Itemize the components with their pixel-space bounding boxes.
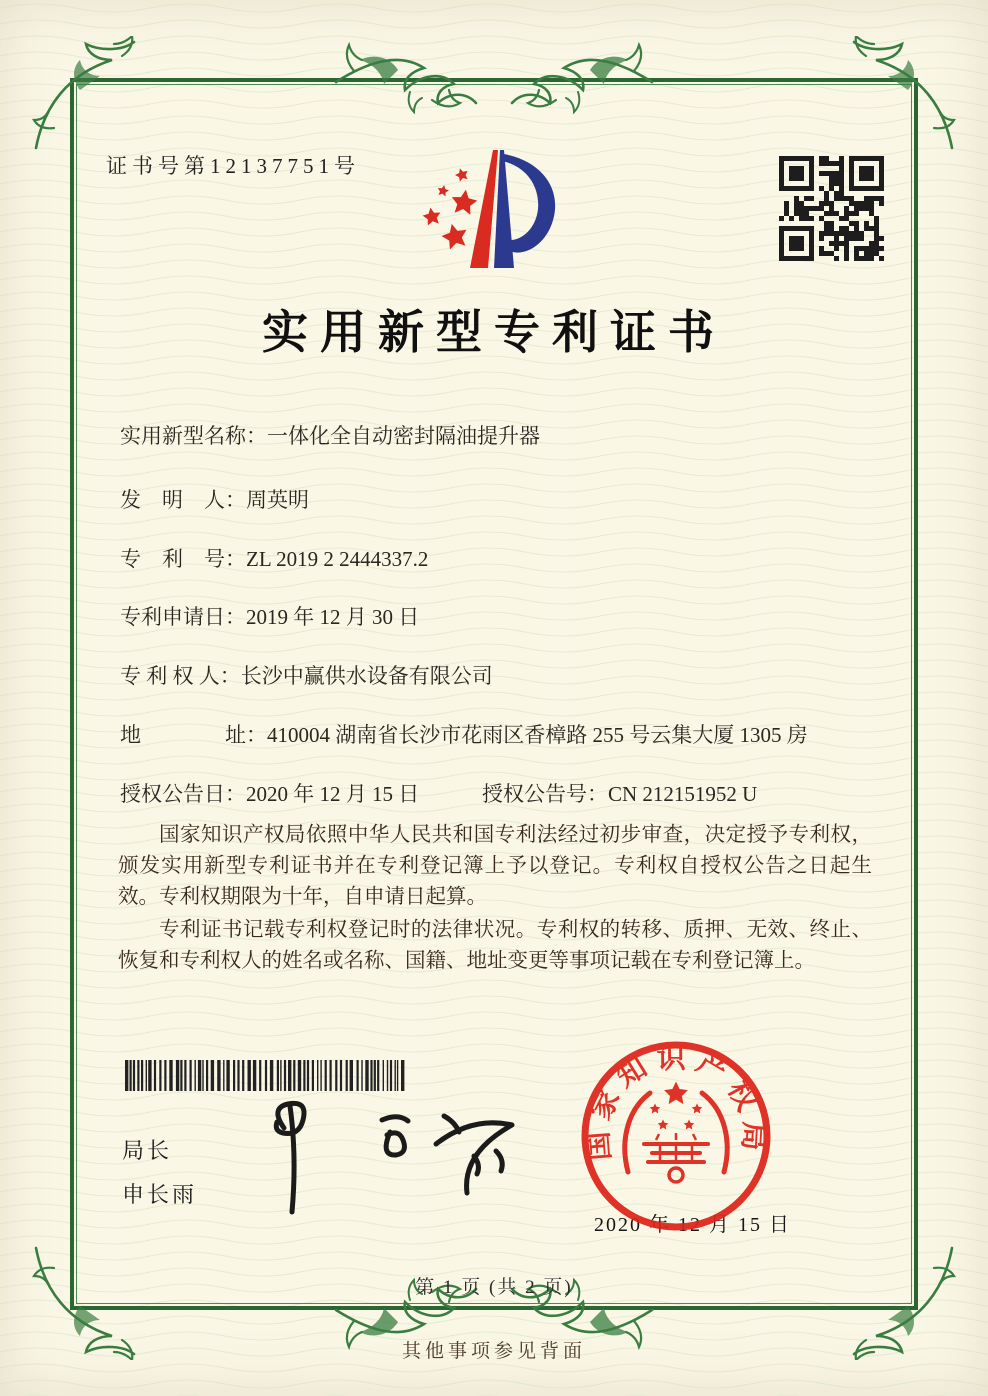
field-label: 专 利 权 人： — [120, 664, 241, 688]
field-value: 一体化全自动密封隔油提升器 — [267, 424, 540, 448]
field-row-inventor — [120, 484, 888, 514]
cnipa-logo-icon — [408, 140, 578, 278]
field-row-filing-date — [120, 601, 888, 631]
cnipa-seal-icon — [578, 1038, 774, 1234]
seal-date: 2020 年 12 月 15 日 — [594, 1214, 791, 1236]
commissioner-title: 局长 — [122, 1138, 173, 1163]
legal-paragraph-2: 专利证书记载专利权登记时的法律状况。专利权的转移、质押、无效、终止、恢复和专利权人的姓名或名称、国籍、地址变更等事项记载在专利登记簿上。 — [118, 919, 872, 972]
grant-date-label: 授权公告日： — [120, 782, 246, 806]
grant-date-value: 2020 年 12 月 15 日 — [246, 782, 420, 806]
field-label: 发 明 人： — [120, 488, 246, 512]
field-value: 周英明 — [246, 488, 309, 512]
field-label: 专利申请日： — [120, 605, 246, 629]
field-row-grant — [120, 778, 888, 808]
certificate-number: 证书号第12137751号 — [106, 154, 360, 178]
field-value: 410004 湖南省长沙市花雨区香樟路 255 号云集大厦 1305 房 — [267, 723, 808, 747]
legal-paragraph-1: 国家知识产权局依照中华人民共和国专利法经过初步审查，决定授予专利权，颁发实用新型专利证书并在专利登记簿上予以登记。专利权自授权公告之日起生效。专利权期限为十年，自申请日起算。 — [118, 824, 872, 908]
certificate-title: 实用新型专利证书 — [262, 307, 726, 358]
field-value: 长沙中赢供水设备有限公司 — [240, 664, 493, 688]
field-row-patent-number — [120, 543, 888, 573]
back-side-note: 其他事项参见背面 — [401, 1341, 586, 1362]
field-row-name — [120, 420, 888, 450]
border-ornament-top-right — [840, 36, 960, 156]
field-label: 地 址： — [120, 723, 267, 747]
field-label: 实用新型名称： — [120, 424, 267, 448]
legal-text — [118, 820, 872, 979]
field-value: ZL 2019 2 2444337.2 — [246, 547, 429, 571]
qr-code — [779, 156, 884, 261]
grant-number-label: 授权公告号： — [482, 782, 608, 806]
border-ornament-top — [334, 42, 654, 118]
border-ornament-top-left — [28, 36, 148, 156]
seal-ring-text: 国家知识产权局 — [581, 1042, 770, 1162]
page-number: 第 1 页 (共 2 页) — [415, 1277, 573, 1298]
grant-number-value: CN 212151952 U — [608, 782, 758, 806]
commissioner-name: 申长雨 — [122, 1182, 198, 1207]
field-row-patentee — [120, 660, 888, 690]
field-value: 2019 年 12 月 30 日 — [246, 605, 420, 629]
commissioner-signature — [238, 1096, 528, 1220]
certificate-barcode — [125, 1060, 408, 1096]
field-label: 专 利 号： — [120, 547, 246, 571]
grant-number — [482, 778, 757, 808]
field-row-address — [120, 719, 888, 749]
